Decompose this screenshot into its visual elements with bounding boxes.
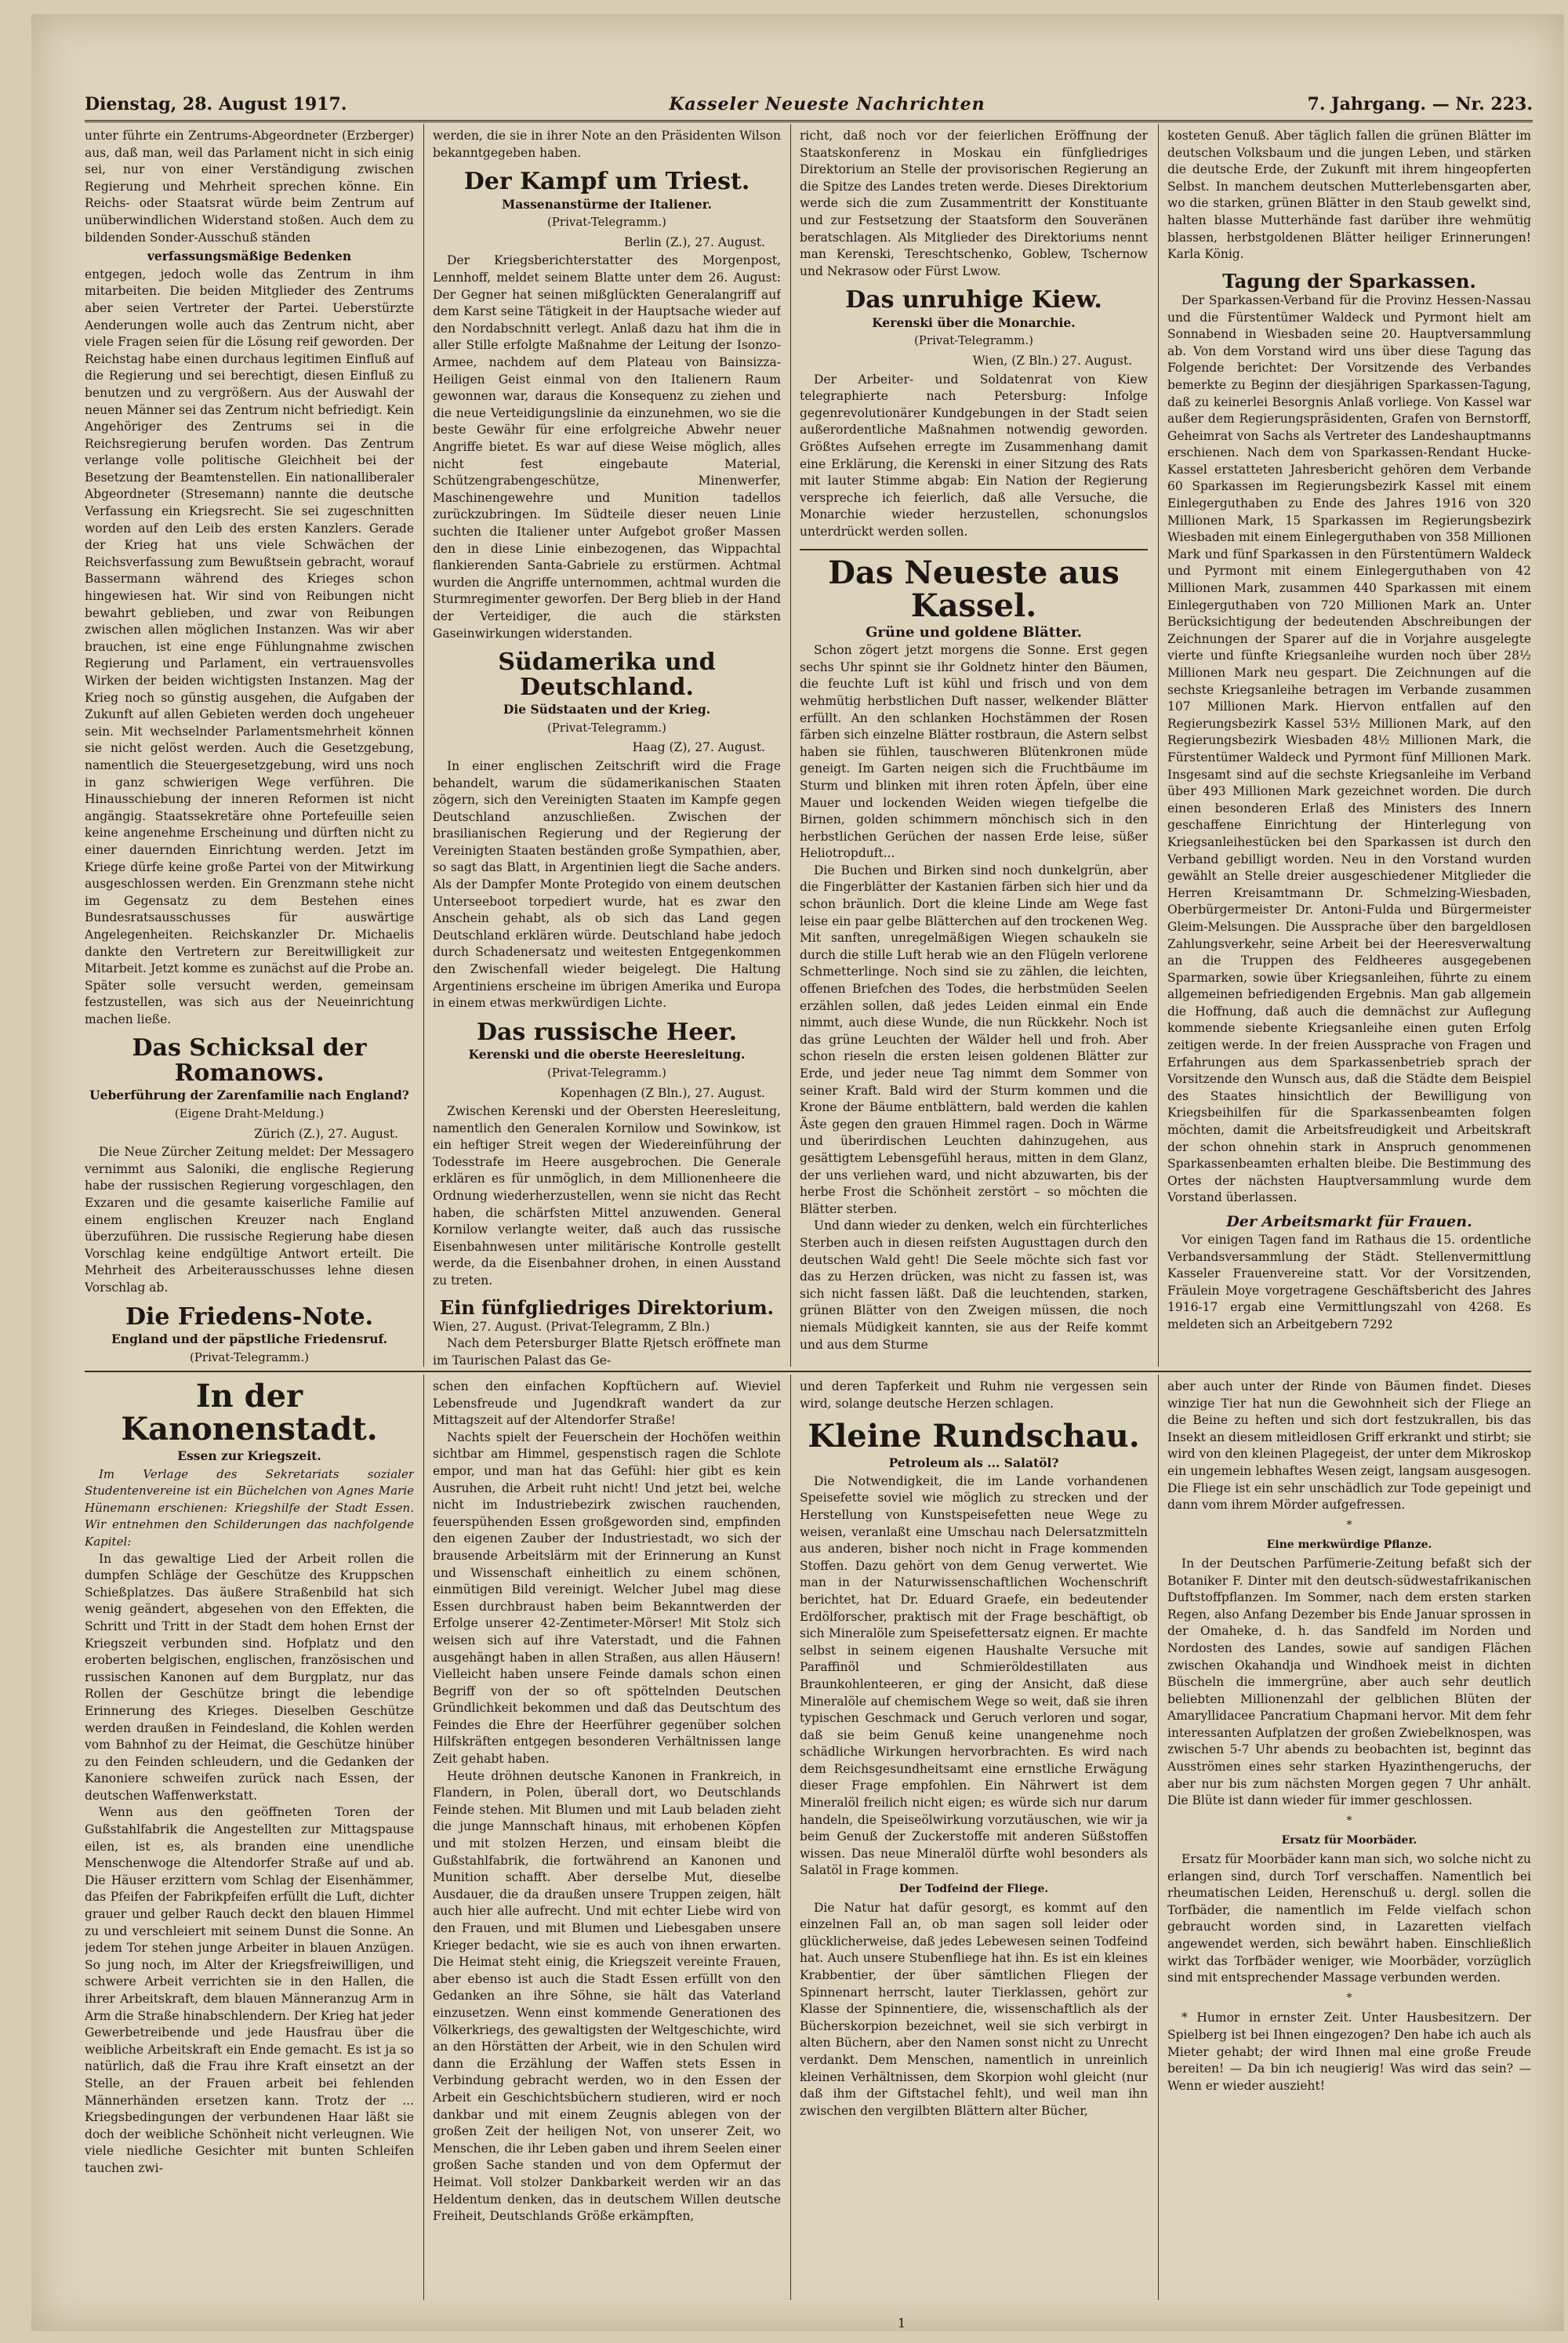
subheading: Die Südstaaten und der Krieg. xyxy=(503,702,711,717)
column-rule xyxy=(790,124,791,1367)
subheading: Grüne und goldene Blätter. xyxy=(866,623,1082,641)
source-line: (Privat-Telegramm.) xyxy=(546,1065,667,1080)
article-text: und deren Tapferkeit und Ruhm nie vergessen sein wird, solange deutsche Herzen schlagen. xyxy=(800,1379,1148,1411)
article-text: Nachts spielt der Feuerschein der Hochöfen weithin sichtbar am Himmel, gespenstisch ragen die Schlote empor, und man hat das Gefühl: hier gibt es kein Ausruhen, die Arbeit ruht nicht! Und jetzt bei, welche nicht im Industriebezirk zwischen rauchenden, feuerspühenden Essen großgeworden sind, empfinden den eigenen Zauber der Industriestadt, wo sich der brausende Arbeitslärm mit der Erinnerung an Kunst und Wissenschaft einheitlich zu einem schönen, einmütigen Bild vereinigt. Welcher Jubel mag diese Essen durchbraust haben beim Bekanntwerden der Erfolge unserer 42-Zentimeter-Mörser! Mit Stolz sich weisen sich auf ihre Vaterstadt, und die Fahnen ausgehängt haben in allen Straßen, aus allen Häusern! Vielleicht haben unsere Feinde damals schon einen Begriff von der so oft spöttelnden Deutschen Gründlichkeit bekommen und daß das Deutschtum des Feindes die Ehre der Heerführer gegenüber solchen Hilfskräften entgegen besonderen Verhältnissen lange Zeit gehabt haben. xyxy=(433,1429,781,1767)
separator: * xyxy=(1346,1518,1352,1531)
article-text: werden, die sie in ihrer Note an den Präsidenten Wilson bekanntgegeben haben. xyxy=(433,129,781,160)
subheading: Kerenski und die oberste Heeresleitung. xyxy=(468,1047,746,1063)
newspaper-page xyxy=(31,14,1564,2331)
headline-neueste-kassel: Das Neueste aus Kassel. xyxy=(800,549,1148,623)
source-line: (Privat-Telegramm.) xyxy=(913,333,1034,348)
headline-suedamerika: Südamerika und Deutschland. xyxy=(498,648,716,701)
subheading: Massenanstürme der Italiener. xyxy=(502,196,712,212)
dateline: Haag (Z), 27. August. xyxy=(632,740,765,755)
article-text: Wenn aus den geöffneten Toren der Gußstahlfabrik die Angestellten zur Mittagspause eilen, ist es, als branden eine unendliche Menschenwoge die Altendorfer Straße auf und ab. Die Häuser erzittern vom Schlag der Eisenhämmer, das Pfeifen der Fabrikpfeifen erfüllt die Luft, dichter grauer und gelber Rauch deckt den blauen Himmel zu und verschleiert mit seinem Dunst die Sonne. An jedem Tor stehen junge Arbeiter in blauen Anzügen. So jung noch, im Alter der Kriegsfreiwilligen, und schwere Arbeit verrichten sie in den Hallen, die ihrer Arbeitskraft, dem blauen Männeranzug Arm in Arm die Straße hinabschlendern. Der Krieg hat jeder Gewerbetreibende und jede Hausfrau über die weibliche Arbeitskraft ein Ende gemacht. Es ist ja so natürlich, daß die Frau ihre Kraft einsetzt an der Stelle, an der Frauen arbeit bei fehlenden Männerhänden ersetzen kann. Trotz der ... Kriegsbedingungen der verbundenen Haar läßt sie doch der weibliche Schönheit nicht verleugnen. Wie viele niedliche Gesichter mit bunten Schleifen tauchen zwi- xyxy=(85,1805,414,2175)
separator: * xyxy=(1346,1814,1352,1827)
headline-romanows: Das Schicksal der Romanows. xyxy=(132,1034,367,1087)
lower-column-3 xyxy=(800,1379,1148,2296)
article-text: Der Kriegsberichterstatter des Morgenpost, Lennhoff, meldet seinem Blatte unter dem 26. August: Der Gegner hat seinen mißglückten Generalangriff auf dem Karst seine Tätigkeit in der Hauptsache wieder auf den Nordabschnitt verlegt. Anlaß dazu hat ihm die in aller Stille erfolgte Maßnahme der Leitung der Isonzo-Armee, nachdem auf dem Plateau von Bainsizza-Heiligen Geist einmal von den Italienern Raum gewonnen war, daraus die Konsequenz zu ziehen und die neue Verteidigungslinie da einzunehmen, wo sie die beste Gewähr für eine erfolgreiche Abwehr neuer Angriffe bietet. Es war auf diese Weise möglich, alles nicht fest eingebaute Material, Schützengrabengeschütze, Minenwerfer, Maschinengewehre und Munition tadellos zurückzubringen. Im Südteile dieser neuen Linie suchten die Italiener unter Aufgebot großer Massen den in diese Linie einbezogenen, das Wippachtal flankierenden Santa-Gabriele zu erstürmen. Achtmal wurden die Angriffe unternommen, achtmal wurden die Sturmregimenter geworfen. Der Berg blieb in der Hand der Verteidiger, die auch die stärksten Gaseinwirkungen widerstanden. xyxy=(433,253,781,641)
column-2 xyxy=(433,128,781,1367)
article-text: Nach dem Petersburger Blatte Rjetsch eröffnete man im Taurischen Palast das Ge- xyxy=(433,1336,781,1367)
article-text: Schon zögert jetzt morgens die Sonne. Erst gegen sechs Uhr spinnt sie ihr Goldnetz hinter den Bäumen, die feuchte Luft ist kühl und frisch und von dem wehmütig herbstlichen Duft nasser, welkender Blätter erfüllt. An den schlanken Hochstämmen der Rosen färben sich einzelne Blätter rostbraun, die Astern selbst haben sie fühlen, tauschweren Blütenkronen müde geneigt. Im Garten neigen sich die Fruchtbäume im Sturm und blinken mit ihren roten Äpfeln, über eine Mauer und lockenden Weiden wiegen tiefgelbe die Birnen, golden schimmern mönchisch sich in den herbstlichen Gerüchen der nassen Erde leise, süßer Heliotropduft... xyxy=(800,643,1148,861)
article-text: richt, daß noch vor der feierlichen Eröffnung der Staatskonferenz in Moskau ein fünfgliedriges Direktorium an Stelle der provisorischen Regierung an die Spitze des Landes treten werde. Dieses Direktorium werde sich die zum Zusammentritt der Konstituante und zur Festsetzung der Staatsform den Souveränen beratschlagen. Als Mitglieder des Direktoriums nennt man Kerenski, Tereschtschenko, Goblew, Tschernow und Nekrasow oder Fürst Lwow. xyxy=(800,129,1148,278)
column-1 xyxy=(85,128,414,1367)
article-text: Die Neue Zürcher Zeitung meldet: Der Messagero vernimmt aus Saloniki, die englische Regierung habe der russischen Regierung vorgeschlagen, den Exzaren und die gesamte kaiserliche Familie auf einem englischen Kreuzer nach England überzuführen. Die russische Regierung habe diesen Vorschlag keine endgültige Antwort erteilt. Die Mehrheit des Arbeiterausschusses lehne diesen Vorschlag ab. xyxy=(85,1145,414,1295)
article-text: Die Natur hat dafür gesorgt, es kommt auf den einzelnen Fall an, ob man sagen soll leider oder glücklicherweise, daß jedes Lebewesen seinen Todfeind hat. Auch unsere Stubenfliege hat ihn. Es ist ein kleines Krabbentier, der über sämtlichen Fliegen der Spinnenart herrscht, lauter Tierklassen, gehört zur Klasse der Spinnentiere, die, wissenschaftlich als der Bücherskorpion bezeichnet, weil sie sich verbirgt in alten Büchern, aber den Namen sonst nicht zu Unrecht verdankt. Dem Menschen, namentlich in unreinlich kleinen Verhältnissen, dem Skorpion wohl gleicht (nur daß ihm der Giftstachel fehlt), und weil man ihn zwischen den vergilbten Blättern alter Bücher, xyxy=(800,1900,1148,2118)
headline-russisches-heer: Das russische Heer. xyxy=(476,1018,738,1046)
subheading: Der Todfeind der Fliege. xyxy=(898,1883,1049,1896)
subheading: Kerenski über die Monarchie. xyxy=(872,314,1076,330)
subheading: Petroleum als ... Salatöl? xyxy=(888,1455,1059,1471)
column-rule xyxy=(790,1375,791,2300)
section-rule xyxy=(85,1371,1531,1372)
headline-arbeitsmarkt: Der Arbeitsmarkt für Frauen. xyxy=(1226,1213,1472,1230)
column-rule xyxy=(423,124,424,1367)
newspaper-title: Kasseler Neueste Nachrichten xyxy=(669,94,985,114)
lower-column-2 xyxy=(433,1379,781,2296)
article-text: Heute dröhnen deutsche Kanonen in Frankreich, in Flandern, in Polen, überall dort, wo Deutschlands Feinde stehen. Mit Blumen und mit Laub beladen zieht die junge Mannschaft hinaus, mit erhobenen Köpfen und mit stolzen Herzen, und einsam bleibt die Gußstahlfabrik, die fortwährend an Kanonen und Munition schafft. Aber derselbe Mut, dieselbe Ausdauer, die da draußen unsere Truppen zeigen, hält auch hier alle aufrecht. Und mit echter Liebe wird von den Frauen, und mit Blumen und Liebesgaben unsere Krieger bedacht, wie sie es auch von ihnen erwarten. Die Heimat steht einig, die Kriegszeit vereinte Frauen, aber ebenso ist auch die Stadt Essen erfüllt von den Gedanken an ihre Söhne, sie hält das Vaterland einzusetzen. Wenn einst kommende Generationen des Völkerkriegs, des gewaltigsten der Weltgeschichte, wird an den Hörstätten der Arbeit, wie in den Schulen wird dann die Erzählung der Waffen stets Essen in Verbindung gebracht werden, wo in den Essen der Arbeit ein Geschichtsbüchern studieren, wird er noch dankbar und mit einem Zeugnis ablegen von der großen Zeit der heiligen Not, von unserer Zeit, wo Menschen, die ihr Leben gaben und ihrem Seelen einer großen Sache standen und von dem Opfermut der Heimat. Voll stolzer Dankbarkeit werden wir an das Heldentum denken, das in deutschem Willen deutsche Freiheit, Deutschlands Größe erkämpften, xyxy=(433,1768,781,2224)
column-rule xyxy=(423,1375,424,2300)
lower-column-1 xyxy=(85,1379,414,2296)
dateline: Zürich (Z.), 27. August. xyxy=(254,1126,398,1141)
headline-friedens-note: Die Friedens-Note. xyxy=(125,1302,374,1331)
subheading: Ersatz für Moorbäder. xyxy=(1281,1834,1417,1847)
article-text: unter führte ein Zentrums-Abgeordneter (Erzberger) aus, daß man, weil das Parlament nicht in sich einig sei, nur von einer Verständigung zwischen Regierung und Mehrheit sprechen könne. Ein Reichs- oder Staatsrat würde beim Zentrum auf unüberwindlichen Widerstand stoßen. Auch dem zu bildenden Sonder-Ausschuß ständen xyxy=(85,129,414,245)
dateline: Kopenhagen (Z Bln.), 27. August. xyxy=(560,1085,765,1100)
subheading: Essen zur Kriegszeit. xyxy=(177,1448,321,1463)
source-line: (Privat-Telegramm.) xyxy=(546,215,667,230)
article-text: Und dann wieder zu denken, welch ein fürchterliches Sterben auch in diesen reifsten Augusttagen durch den deutschen Wald geht! Die Seele möchte sich fast vor das zu Herzen drücken, was nicht zu fassen ist, was sich nicht fassen läßt. Daß die leuchtenden, starken, grünen Blätter von den Zweigen müssen, die noch niemals Müdigkeit kannten, sie aus der Reife kommt und aus dem Sturme xyxy=(800,1219,1148,1352)
article-text: Zwischen Kerenski und der Obersten Heeresleitung, namentlich den Generalen Kornilow und Sowinkow, ist ein heftiger Streit wegen der Wiedereinführung der Todesstrafe im Heere ausgebrochen. Die Generale erklären es für unmöglich, in dem Millionenheere die Ordnung wiederherzustellen, wenn sie nicht das Recht haben, die schärfsten Mittel anzuwenden. General Kornilow verlangte weiter, daß auch das russische Eisenbahnwesen unter militärische Kontrolle gestellt werde, da die Eisenbahner drohen, in einen Ausstand zu treten. xyxy=(433,1104,781,1288)
column-rule xyxy=(1158,1375,1159,2300)
issue-date: Dienstag, 28. August 1917. xyxy=(85,94,347,114)
article-text: schen den einfachen Kopftüchern auf. Wieviel Lebensfreude und Jugendkraft wandert da zur Mittagszeit auf der Altendorfer Straße! xyxy=(433,1379,781,1428)
article-text: Der Arbeiter- und Soldatenrat von Kiew telegraphierte nach Petersburg: Infolge gegenrevolutionärer Kundgebungen in der Stadt seien außerordentliche Maßnahmen notwendig geworden. Größtes Aufsehen erregte im Zusammenhang damit eine Erklärung, die Kerenski in einer Sitzung des Rats mit lauter Stimme abgab: Ein Nation der Regierung verspreche ich feierlich, daß alle Versuche, die Monarchie wieder herzustellen, schonungslos unterdrückt werden sollen. xyxy=(800,372,1148,539)
article-text: Die Buchen und Birken sind noch dunkelgrün, aber die Fingerblätter der Kastanien färben sich hier und da schon bräunlich. Dort die kleine Linde am Wege fast leise ein paar gelbe Blätterchen auf den trockenen Weg. Mit sanften, unregelmäßigen Wiegen schaukeln sie durch die stille Luft herab wie an den Flügeln verlorene Schmetterlinge. Noch sind sie zu zählen, die leichten, offenen Briefchen des Todes, die herbstmüden Seelen erzählen sollen, daß jedes Leiden einmal ein Ende nimmt, auch diese Wunde, die nun Rückkehr. Noch ist das grüne Leuchten der Wälder hell und froh. Aber schon rieseln die ersten leisen goldenen Blätter zur Erde, und jeder neue Tag nimmt dem Sommer von seiner Kraft. Bald wird der Sturm kommen und die Krone der Bäume entblättern, bald werden die kahlen Äste gegen den grauen Himmel ragen. Doch in Wärme und überirdischen Leuchten dahinzugehen, aus gesättigtem Lebensgefühl heraus, mitten in dem Glanz, der uns verliehen ward, und nicht abzuwarten, bis der herbe Frost die Schönheit zerstört – so möchten die Blätter sterben. xyxy=(800,863,1148,1216)
separator: * xyxy=(1346,1991,1352,2004)
article-text: aber auch unter der Rinde von Bäumen findet. Dieses winzige Tier hat nun die Gewohnheit sich der Fliege an die Beine zu heften und sich dort festzukrallen, bis das Insekt an diesem mitleidlosen Griff erkrankt und stirbt; sie wird von den kleinen Plagegeist, der unter dem Mikroskop ein ungemein lebhaftes Wesen zeigt, langsam ausgesogen. Die Fliege ist ein sehr unschädlich zur Tode gepeinigt und dann vom ihrem Mörder aufgefressen. xyxy=(1167,1379,1531,1513)
subheading: verfassungsmäßige Bedenken xyxy=(147,249,352,264)
column-rule xyxy=(1158,124,1159,1367)
masthead xyxy=(85,89,1533,122)
article-text: In der Deutschen Parfümerie-Zeitung befaßt sich der Botaniker F. Dinter mit den deutsch-südwestafrikanischen Duftstoffpflanzen. Im Sommer, nach dem ersten starken Regen, also Anfang Dezember bis Ende Januar sprossen in der Omaheke, d. h. das Sandfeld im Norden und Nordosten des Landes, sowie auf sandigen Flächen zwischen Okahandja und Windhoek meist in dichten Büscheln die immergrüne, aber auch sehr deutlich beliebten Millionenzahl der gelblichen Blüten der Amaryllidacee Pancratium Chapmani hervor. Mit dem fehr interessanten Aufplatzen der großen Zwiebelknospen, was zwischen 5-7 Uhr abends zu beobachten ist, beginnt das Ausströmen eines sehr starken Hyazinthengeruchs, der aber nur bis zum nächsten Morgen gegen 7 Uhr anhält. Die Blüte ist dann wieder für immer geschlossen. xyxy=(1167,1556,1531,1808)
page-mark: 1 xyxy=(898,2316,906,2330)
article-text: Vor einigen Tagen fand im Rathaus die 15. ordentliche Verbandsversammlung der Städt. Stellenvermittlung Kasseler Frauenvereine statt. Vor der Vorsitzenden, Fräulein Moye vorgetragene Geschäftsbericht des Jahres 1916-17 ergab eine Vermittlungszahl von 4268. Es meldeten sich an Arbeitgebern 7292 xyxy=(1167,1232,1531,1331)
source-line: (Eigene Draht-Meldung.) xyxy=(174,1106,325,1121)
dateline: Wien, 27. August. (Privat-Telegramm, Z Bln.) xyxy=(433,1319,710,1334)
headline-kampf-triest: Der Kampf um Triest. xyxy=(463,168,750,196)
article-text: * Humor in ernster Zeit. Unter Hausbesitzern. Der Spielberg ist bei Ihnen eingezogen? Den habe ich auch als Mieter gehabt; der wird Ihnen mal eine große Freude bereiten! — Da bin ich neugierig! Was wird das sein? — Wenn er wieder auszieht! xyxy=(1167,2011,1531,2093)
headline-kiew: Das unruhige Kiew. xyxy=(845,286,1102,314)
source-line: (Privat-Telegramm.) xyxy=(189,1349,310,1364)
dateline: Berlin (Z.), 27. August. xyxy=(624,234,765,249)
article-text: In einer englischen Zeitschrift wird die Frage behandelt, warum die südamerikanischen Staaten zögern, sich den Vereinigten Staaten im Kampfe gegen Deutschland anzuschließen. Zwischen der brasilianischen Regierung und der Regierung der Vereinigten Staaten beständen große Sympathien, aber, so sagt das Blatt, in Argentinien liegt die Sache anders. Als der Dampfer Monte Protegido von einem deutschen Unterseeboot torpediert wurde, hat es zwar den Anschein gehabt, als ob sich das Land gegen Deutschland erklären würde. Deutschland habe jedoch durch Schadenersatz und weitesten Entgegenkommen den Zwischenfall wieder beigelegt. Die Haltung Argentiniens erscheine im übrigen Amerika und Europa in einem etwas merkwürdigen Lichte. xyxy=(433,758,781,1011)
headline-sparkassen: Tagung der Sparkassen. xyxy=(1222,269,1476,292)
article-text: entgegen, jedoch wolle das Zentrum in ihm mitarbeiten. Die beiden Mitglieder des Zentrums aber seien Vertreter der Partei. Ueberstürzte Aenderungen wolle auch das Zentrum nicht, aber viele Fragen seien für die Lösung reif geworden. Der Reichstag habe einen durchaus legitimen Einfluß auf die Regierung und sei berechtigt, diesen Einfluß zu benutzen und zu vergrößern. Aus der Auswahl der neuen Männer sei das Zentrum nicht befriedigt. Kein Angehöriger des Zentrums sei in die Reichsregierung berufen worden. Das Zentrum verlange volle politische Gleichheit bei der Besetzung der Beamtenstellen. Ein nationalliberaler Abgeordneter (Stresemann) nannte die deutsche Verfassung ein Kriegsrecht. Sie sei zugeschnitten worden auf den Leib des ersten Kanzlers. Gerade der Krieg hat uns viele Schwächen der Reichsverfassung zum Bewußtsein gebracht, worauf Bassermann während des Krieges schon hingewiesen hat. Wir sind von Reibungen nicht bewahrt geblieben, und zwar von Reibungen zwischen allen möglichen Instanzen. Was wir aber brauchen, ist eine enge Fühlungnahme zwischen Regierung und Parlament, ein vertrauensvolles Wirken der beiden wichtigsten Instanzen. Mag der Krieg noch so günstig ausgehen, die Aufgaben der Zukunft auf allen Gebieten werden doch ungeheuer sein. Mit wechselnder Parlamentsmehrheit können sie nicht gelöst werden. Auch die Gesetzgebung, namentlich die Steuergesetzgebung, wird uns noch in ganz schwierigen Wege verführen. Die Hinausschiebung der inneren Reformen ist nicht angängig. Staatssekretäre ohne Portefeuille seien keine angenehme Erscheinung und dürften nicht zu einer dauernden Einrichtung werden. Jetzt im Kriege dürfe keine große Partei von der Mitwirkung ausgeschlossen werden. Ein Grenzmann stehe nicht im Gegensatz zu dem Bestehen eines Bundesratsausschusses für auswärtige Angelegenheiten. Reichskanzler Dr. Michaelis dankte den Vertretern zur Bereitwilligkeit zur Mitarbeit. Jetzt komme es zunächst auf die Probe an. Später solle versucht werden, gemeinsam festzustellen, was sich aus der Neueinrichtung machen ließe. xyxy=(85,267,414,1026)
subheading: England und der päpstliche Friedensruf. xyxy=(111,1331,388,1347)
article-text: Die Notwendigkeit, die im Lande vorhandenen Speisefette soviel wie möglich zu strecken und der Herstellung von Kunstspeisefetten neue Wege zu weisen, veranlaßt eine Umschau nach Delersatzmitteln aus anderen, bisher noch nicht in Frage kommenden Stoffen. Dazu gehört von dem Genug verwertet. Wie man in der Naturwissenschaftlichen Wochenschrift berichtet, hat Dr. Eduard Graefe, ein bedeutender Erdölforscher, praktisch mit der Frage beschäftigt, ob sich Mineralöle zum Speisefettersatz eignen. Er machte selbst in seinem eigenen Haushalte Versuche mit Paraffinöl und Schmieröldestillaten aus Braunkohlenteeren, er ging der Ansicht, daß diese Mineralöle auf chemischem Wege so weit, daß sie ihren typischen Geschmack und Geruch verloren und sogar, daß sie beim Genuß keine unangenehme noch schädliche Wirkungen hervorbrachten. Es wird nach dem Reichsgesundheitsamt eine ernstliche Erwägung dieser Frage empfohlen. Ein Nährwert ist dem Mineralöl freilich nicht eigen; es würde sich nur darum handeln, die Speiseölwirkung vorzutäuschen, wie wir ja beim Genuß der Zuckerstoffe mit anderen Süßstoffen wissen. Das neue Mineralöl dürfte wohl besonders als Salatöl in Frage kommen. xyxy=(800,1473,1148,1878)
headline-direktorium: Ein fünfgliedriges Direktorium. xyxy=(439,1295,775,1319)
subheading: Ueberführung der Zarenfamilie nach England? xyxy=(89,1088,409,1103)
article-text: In das gewaltige Lied der Arbeit rollen die dumpfen Schläge der Geschütze des Kruppschen Schießplatzes. Das äußere Straßenbild hat sich wenig geändert, abgesehen von den Effekten, die Schritt und Tritt in der Stadt dem hohen Ernst der Kriegszeit verbunden sind. Hofplatz und den eroberten belgischen, englischen, französischen und russischen Kanonen auf dem Burgplatz, nur das Rollen der Geschütze bringt die lebendige Erinnerung des Krieges. Dieselben Geschütze werden draußen in Feindesland, die Kohlen werden vom Bahnhof zu der Heimat, die Geschütze hinüber zu den Feinden schleudern, und die Gedanken der Kanoniere schweifen zurück nach Essen, der deutschen Waffenwerkstatt. xyxy=(85,1551,414,1803)
dateline: Wien, (Z Bln.) 27. August. xyxy=(972,354,1132,369)
column-4 xyxy=(1167,128,1531,1367)
article-text: kosteten Genuß. Aber täglich fallen die grünen Blätter im deutschen Volksbaum und die jungen Leben, und stärken die deutsche Erde, der Zukunft mit ihrem hingeopferten Selbst. In manchem deutschen Mutterlebensgarten aber, wo die starken, grünen Blätter in den Staub gewelkt sind, halten blasse Mutterhände fast darüber ihre wehmütig blassen, herbstgoldenen Blätter heiliger Erinnerungen! Karla König. xyxy=(1167,129,1531,262)
lower-column-4 xyxy=(1167,1379,1531,2296)
article-text: Der Sparkassen-Verband für die Provinz Hessen-Nassau und die Fürstentümer Waldeck und Pyrmont hielt am Sonnabend in Wiesbaden seine 20. Hauptversammlung ab. Von dem Vorstand wird uns über diese Tagung das Folgende berichtet: Der Vorsitzende des Verbandes bemerkte zu Beginn der diesjährigen Sparkassen-Tagung, daß zu keinerlei Besorgnis Anlaß vorliege. Von Kassel war außer dem Regierungspräsidenten, Grafen von Bernstorff, Geheimrat von Sachs als Vertreter des Landeshauptmanns erschienen. Nach dem von Sparkassen-Rendant Hucke-Kassel erstatteten Jahresbericht gehören dem Verbande 60 Sparkassen im Regierungsbezirk Kassel mit einem Einlegerguthaben zu Ende des Jahres 1916 von 320 Millionen Mark, 15 Sparkassen im Regierungsbezirk Wiesbaden mit einem Einlegerguthaben von 358 Millionen Mark und fünf Sparkassen in den Fürstentümern Waldeck und Pyrmont mit einem Einlegerguthaben von 42 Millionen Mark, zusammen 440 Sparkassen mit einem Einlegerguthaben von 720 Millionen Mark an. Unter Berücksichtigung der bedeutenden Abschreibungen der Zeichnungen der Sparer auf die in Vorjahre ausgelegte vierte und fünfte Kriegsanleihe wurden noch über 28½ Millionen Mark neu gespart. Die Zeichnungen auf die sechste Kriegsanleihe betragen im Verbande zusammen 107 Millionen Mark. Hiervon entfallen auf den Regierungsbezirk Kassel 53½ Millionen Mark, auf den Regierungsbezirk Wiesbaden 48½ Millionen Mark, die Fürstentümer Waldeck und Pyrmont fünf Millionen Mark. Insgesamt sind auf die sechste Kriegsanleihe im Verband über 493 Millionen Mark gezeichnet worden. Die durch einen besonderen Erlaß des Ministers des Innern geschaffene Einrichtung der Hinterlegung von Kriegsanleihestücken bei den Sparkassen ist durch den Verband gebilligt worden. Neu in den Vorstand wurden gewählt an Stelle dreier ausgeschiedener Mitglieder die Herren Kreisamtmann Dr. Schmelzing-Wiesbaden, Oberbürgermeister Dr. Antoni-Fulda und Bürgermeister Gleim-Melsungen. Die Aussprache über den bargeldlosen Zahlungsverkehr, seine Arbeit bei der Heeresverwaltung an die Truppen des Feldheeres ausgegebenen Sparmarken, sowie über Kriegsanleihen, führte zu einem allgemeinen befriedigenden Ergebnis. Man gab allgemein die Hoffnung, daß auch die demnächst zur Auflegung kommende siebente Kriegsanleihe einen guten Erfolg zeitigen werde. In der freien Aussprache von Fragen und Erfahrungen aus dem Sparkassenbetrieb sprach der Vorsitzende den Wunsch aus, daß die Städte dem Beispiel des Staates hinsichtlich der Bewilligung von Kriegsbeihilfen für die Sparkassenbeamten folgen möchten, damit die Arbeitsfreudigkeit und Arbeitskraft der schon ohnehin stark in Anspruch genommenen Sparkassenbeamten erhalten bleibe. Die Bestimmung des Ortes der nächsten Hauptversammlung wurde dem Vorstand überlassen. xyxy=(1167,292,1531,1205)
column-3 xyxy=(800,128,1148,1367)
intro-text: Im Verlage des Sekretariats sozialer Studentenvereine ist ein Büchelchen von Agnes Marie Hünemann erschienen: Kriegshilfe der Stadt Essen. Wir entnehmen den Schilderungen das nachfolgende Kapitel: xyxy=(85,1466,414,1549)
headline-kanonenstadt: In der Kanonenstadt. xyxy=(121,1379,378,1448)
subheading: Eine merkwürdige Pflanze. xyxy=(1266,1538,1432,1552)
headline-kleine-rundschau: Kleine Rundschau. xyxy=(808,1418,1140,1455)
article-text: Ersatz für Moorbäder kann man sich, wo solche nicht zu erlangen sind, durch Torf verschaffen. Namentlich bei rheumatischen Leiden, Herenschuß u. dergl. sollen die Torfbäder, die namentlich im Felde vielfach schon gebraucht worden sind, in Lazaretten vielfach angewendet werden, sich bewährt haben. Einschließlich wirkt das Torfbäder weniger, wie Moorbäder, vorzüglich sind mit entsprechender Massage verbunden werden. xyxy=(1167,1852,1531,1985)
source-line: (Privat-Telegramm.) xyxy=(546,720,667,735)
issue-number: 7. Jahrgang. — Nr. 223. xyxy=(1307,94,1533,114)
